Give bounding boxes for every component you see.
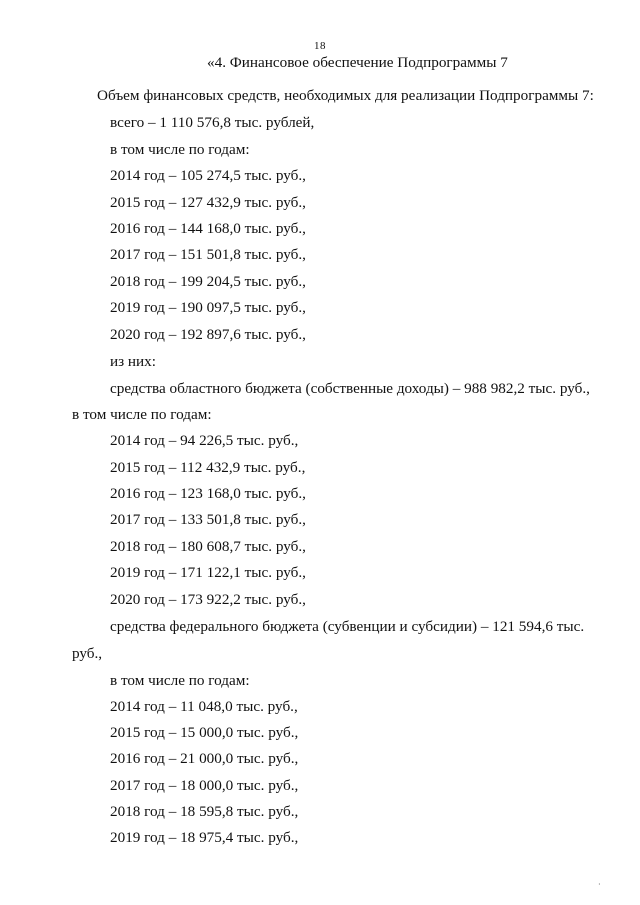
scan-mark: · bbox=[598, 880, 601, 889]
page-number: 18 bbox=[314, 40, 326, 52]
by-years-label: в том числе по годам: bbox=[72, 406, 212, 423]
by-years-label: в том числе по годам: bbox=[110, 141, 250, 158]
list-item: 2019 год – 190 097,5 тыс. руб., bbox=[110, 299, 306, 316]
list-item: 2014 год – 11 048,0 тыс. руб., bbox=[110, 698, 298, 715]
regional-budget-text: средства областного бюджета (собственные доходы) – 988 982,2 тыс. руб., bbox=[110, 380, 590, 397]
by-years-label: в том числе по годам: bbox=[110, 672, 250, 689]
list-item: 2015 год – 15 000,0 тыс. руб., bbox=[110, 724, 299, 741]
federal-budget-text: средства федерального бюджета (субвенции и субсидии) – 121 594,6 тыс. bbox=[110, 618, 585, 635]
list-item: 2020 год – 192 897,6 тыс. руб., bbox=[110, 326, 306, 343]
intro-text: Объем финансовых средств, необходимых для реализации Подпрограммы 7: bbox=[97, 87, 594, 104]
federal-budget-text-cont: руб., bbox=[72, 645, 103, 662]
list-item: 2016 год – 123 168,0 тыс. руб., bbox=[110, 485, 306, 502]
list-item: 2017 год – 18 000,0 тыс. руб., bbox=[110, 777, 299, 794]
total-amount: всего – 1 110 576,8 тыс. рублей, bbox=[110, 114, 315, 131]
list-item: 2015 год – 112 432,9 тыс. руб., bbox=[110, 459, 306, 476]
list-item: 2014 год – 94 226,5 тыс. руб., bbox=[110, 432, 299, 449]
list-item: 2020 год – 173 922,2 тыс. руб., bbox=[110, 591, 306, 608]
list-item: 2018 год – 180 608,7 тыс. руб., bbox=[110, 538, 306, 555]
list-item: 2017 год – 151 501,8 тыс. руб., bbox=[110, 246, 306, 263]
list-item: 2017 год – 133 501,8 тыс. руб., bbox=[110, 511, 306, 528]
of-which-label: из них: bbox=[110, 353, 156, 370]
list-item: 2015 год – 127 432,9 тыс. руб., bbox=[110, 194, 306, 211]
list-item: 2016 год – 144 168,0 тыс. руб., bbox=[110, 220, 306, 237]
list-item: 2016 год – 21 000,0 тыс. руб., bbox=[110, 750, 299, 767]
list-item: 2019 год – 18 975,4 тыс. руб., bbox=[110, 829, 299, 846]
list-item: 2014 год – 105 274,5 тыс. руб., bbox=[110, 167, 306, 184]
list-item: 2018 год – 199 204,5 тыс. руб., bbox=[110, 273, 306, 290]
section-title: «4. Финансовое обеспечение Подпрограммы 7 bbox=[207, 54, 508, 71]
list-item: 2019 год – 171 122,1 тыс. руб., bbox=[110, 564, 306, 581]
list-item: 2018 год – 18 595,8 тыс. руб., bbox=[110, 803, 299, 820]
